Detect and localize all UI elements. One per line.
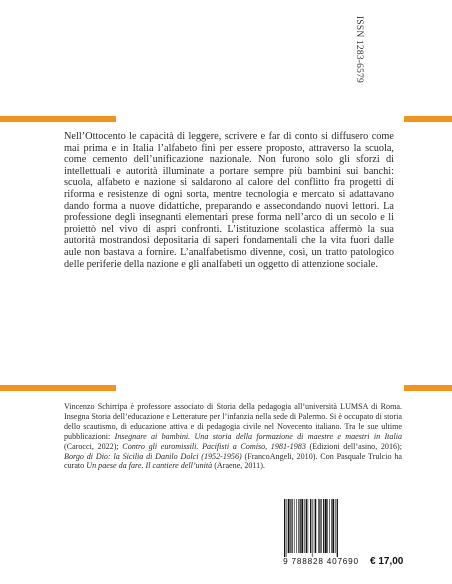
barcode-bar bbox=[323, 499, 324, 553]
barcode-number: 9 788828 407690 bbox=[283, 557, 359, 566]
barcode-bar bbox=[291, 499, 292, 553]
barcode-bar bbox=[321, 499, 322, 553]
barcode-bar bbox=[331, 499, 332, 553]
price-label: € 17,00 bbox=[370, 556, 404, 567]
barcode-bar bbox=[314, 499, 315, 553]
bio-intro: Vincenzo Schirripa è professore associato di Storia della pedagogia all’università LUMSA di Roma. Insegna Storia dell’educazione e Letterature per l’infanzia nella sede di Palermo. Si è occupato di storia dello scautismo, di educazione attiva e di pedagogia civile nel Novecento italiano. Tra le sue ultime pubblicazioni: bbox=[64, 402, 402, 441]
barcode-bar bbox=[315, 499, 316, 553]
barcode-bar bbox=[288, 499, 290, 553]
author-bio-paragraph bbox=[64, 402, 402, 471]
accent-bar-top-left bbox=[0, 116, 116, 122]
barcode-bars-icon bbox=[284, 499, 358, 557]
barcode-bar bbox=[294, 499, 295, 553]
bio-work-pub-4: (Araene, 2011). bbox=[212, 461, 265, 471]
bio-work-title-1: Insegnare ai bambini. Una storia della formazione di maestre e maestri in Italia bbox=[114, 431, 402, 441]
barcode-bar bbox=[332, 499, 334, 553]
barcode-bar bbox=[337, 499, 338, 557]
bio-work-pub-2: (Edizioni dell’asino, 2016); bbox=[305, 441, 402, 451]
bio-work-pub-3: (FrancoAngeli, 2010). Con Pasquale Trulcio ha curato bbox=[64, 451, 402, 471]
isbn-barcode bbox=[280, 497, 362, 571]
barcode-bar bbox=[298, 499, 299, 553]
barcode-bar bbox=[301, 499, 303, 553]
barcode-bar bbox=[325, 499, 327, 553]
barcode-bar bbox=[327, 499, 328, 553]
barcode-bar bbox=[310, 499, 311, 553]
barcode-bar bbox=[308, 499, 309, 553]
barcode-bar bbox=[318, 499, 319, 553]
bio-work-title-3: Borgo di Dio: la Sicilia di Danilo Dolci (1952-1956) bbox=[64, 451, 242, 461]
accent-bar-bottom-left bbox=[0, 385, 116, 391]
barcode-bar bbox=[290, 499, 291, 553]
author-bio bbox=[64, 402, 402, 471]
accent-bar-bottom-right bbox=[404, 385, 452, 391]
back-cover-blurb bbox=[64, 131, 394, 270]
barcode-bar bbox=[284, 499, 285, 557]
blurb-paragraph: Nell’Ottocento le capacità di leggere, scrivere e far di conto si diffusero come mai prima e in Italia l’alfabeto finì per essere proposto, attraverso la scuola, come cemento dell’unificazione nazionale. Non furono solo gli sforzi di intellettuali e autorità illuminate a portare sempre più bambini sui banchi: scuola, alfabeto e nazione si saldarono al calore del conflitto fra progetti di riforma e resistenze di ogni sorta, mentre tecnologia e mercato si adattavano dando forma a nuove didattiche, preparando e assecondando nuovi lettori. La professione degli insegnanti elementari prese forma nell’arco di un secolo e li proiettò nel vivo di aspri confronti. L’istituzione scolastica affermò la sua autorità mostrandosi depositaria di saperi fondamentali che la vita fuori dalle aule non bastava a fornire. L’analfabetismo divenne, così, un tratto patologico delle periferie della nazione e gli analfabeti un oggetto di attenzione sociale. bbox=[64, 131, 394, 270]
bio-work-title-2: Contro gli euromissili. Pacifisti a Comiso, 1981-1983 bbox=[122, 441, 306, 451]
barcode-bar bbox=[319, 499, 320, 553]
bio-work-title-4: Un paese da fare. Il cantiere dell’unità bbox=[86, 461, 213, 471]
issn-label: ISSN 1283-6579 bbox=[354, 16, 364, 83]
barcode-bar bbox=[335, 499, 336, 553]
barcode-bar bbox=[329, 499, 330, 553]
accent-bar-top-right bbox=[404, 116, 452, 122]
barcode-bar bbox=[304, 499, 305, 553]
barcode-bar bbox=[312, 499, 313, 557]
barcode-bar bbox=[296, 499, 297, 553]
bio-work-pub-1: (Carocci, 2022); bbox=[64, 441, 123, 451]
barcode-bar bbox=[300, 499, 301, 553]
barcode-bar bbox=[306, 499, 307, 553]
barcode-bar bbox=[286, 499, 287, 557]
